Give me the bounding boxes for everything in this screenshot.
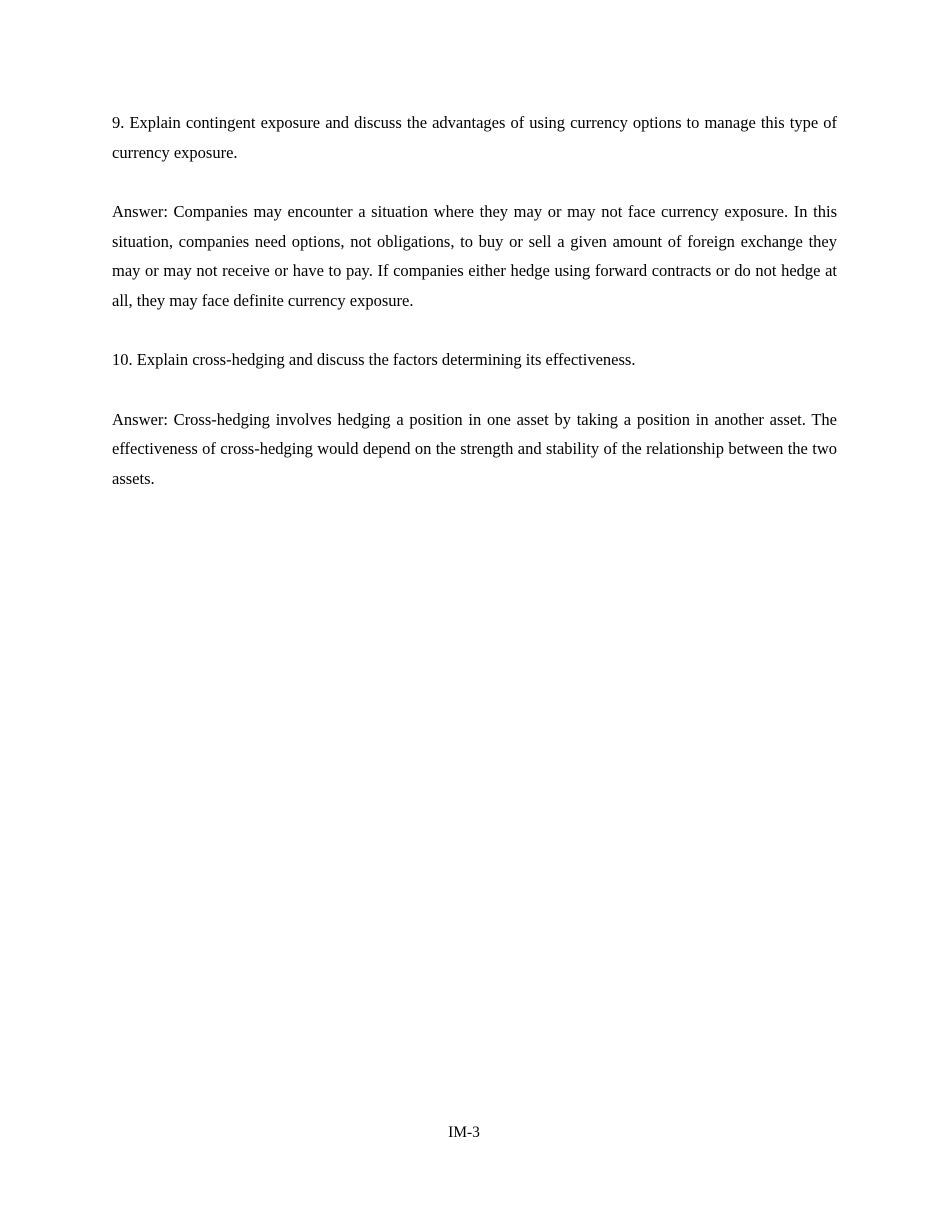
answer-9: Answer: Companies may encounter a situation where they may or may not face currency exposure. In this situation, companies need options, not obligations, to buy or sell a given amount of foreign exchange they may or may not receive or have to pay. If companies either hedge using forward contracts or do not hedge at all, they may face definite currency exposure. [112, 202, 837, 310]
question-9: 9. Explain contingent exposure and discuss the advantages of using currency options to manage this type of currency exposure. [112, 113, 837, 162]
page-content [112, 108, 837, 523]
page-number: IM-3 [448, 1124, 480, 1141]
question-10: 10. Explain cross-hedging and discuss the factors determining its effectiveness. [112, 350, 636, 369]
answer-10: Answer: Cross-hedging involves hedging a position in one asset by taking a position in another asset. The effectiveness of cross-hedging would depend on the strength and stability of the relationship between the two assets. [112, 409, 837, 488]
